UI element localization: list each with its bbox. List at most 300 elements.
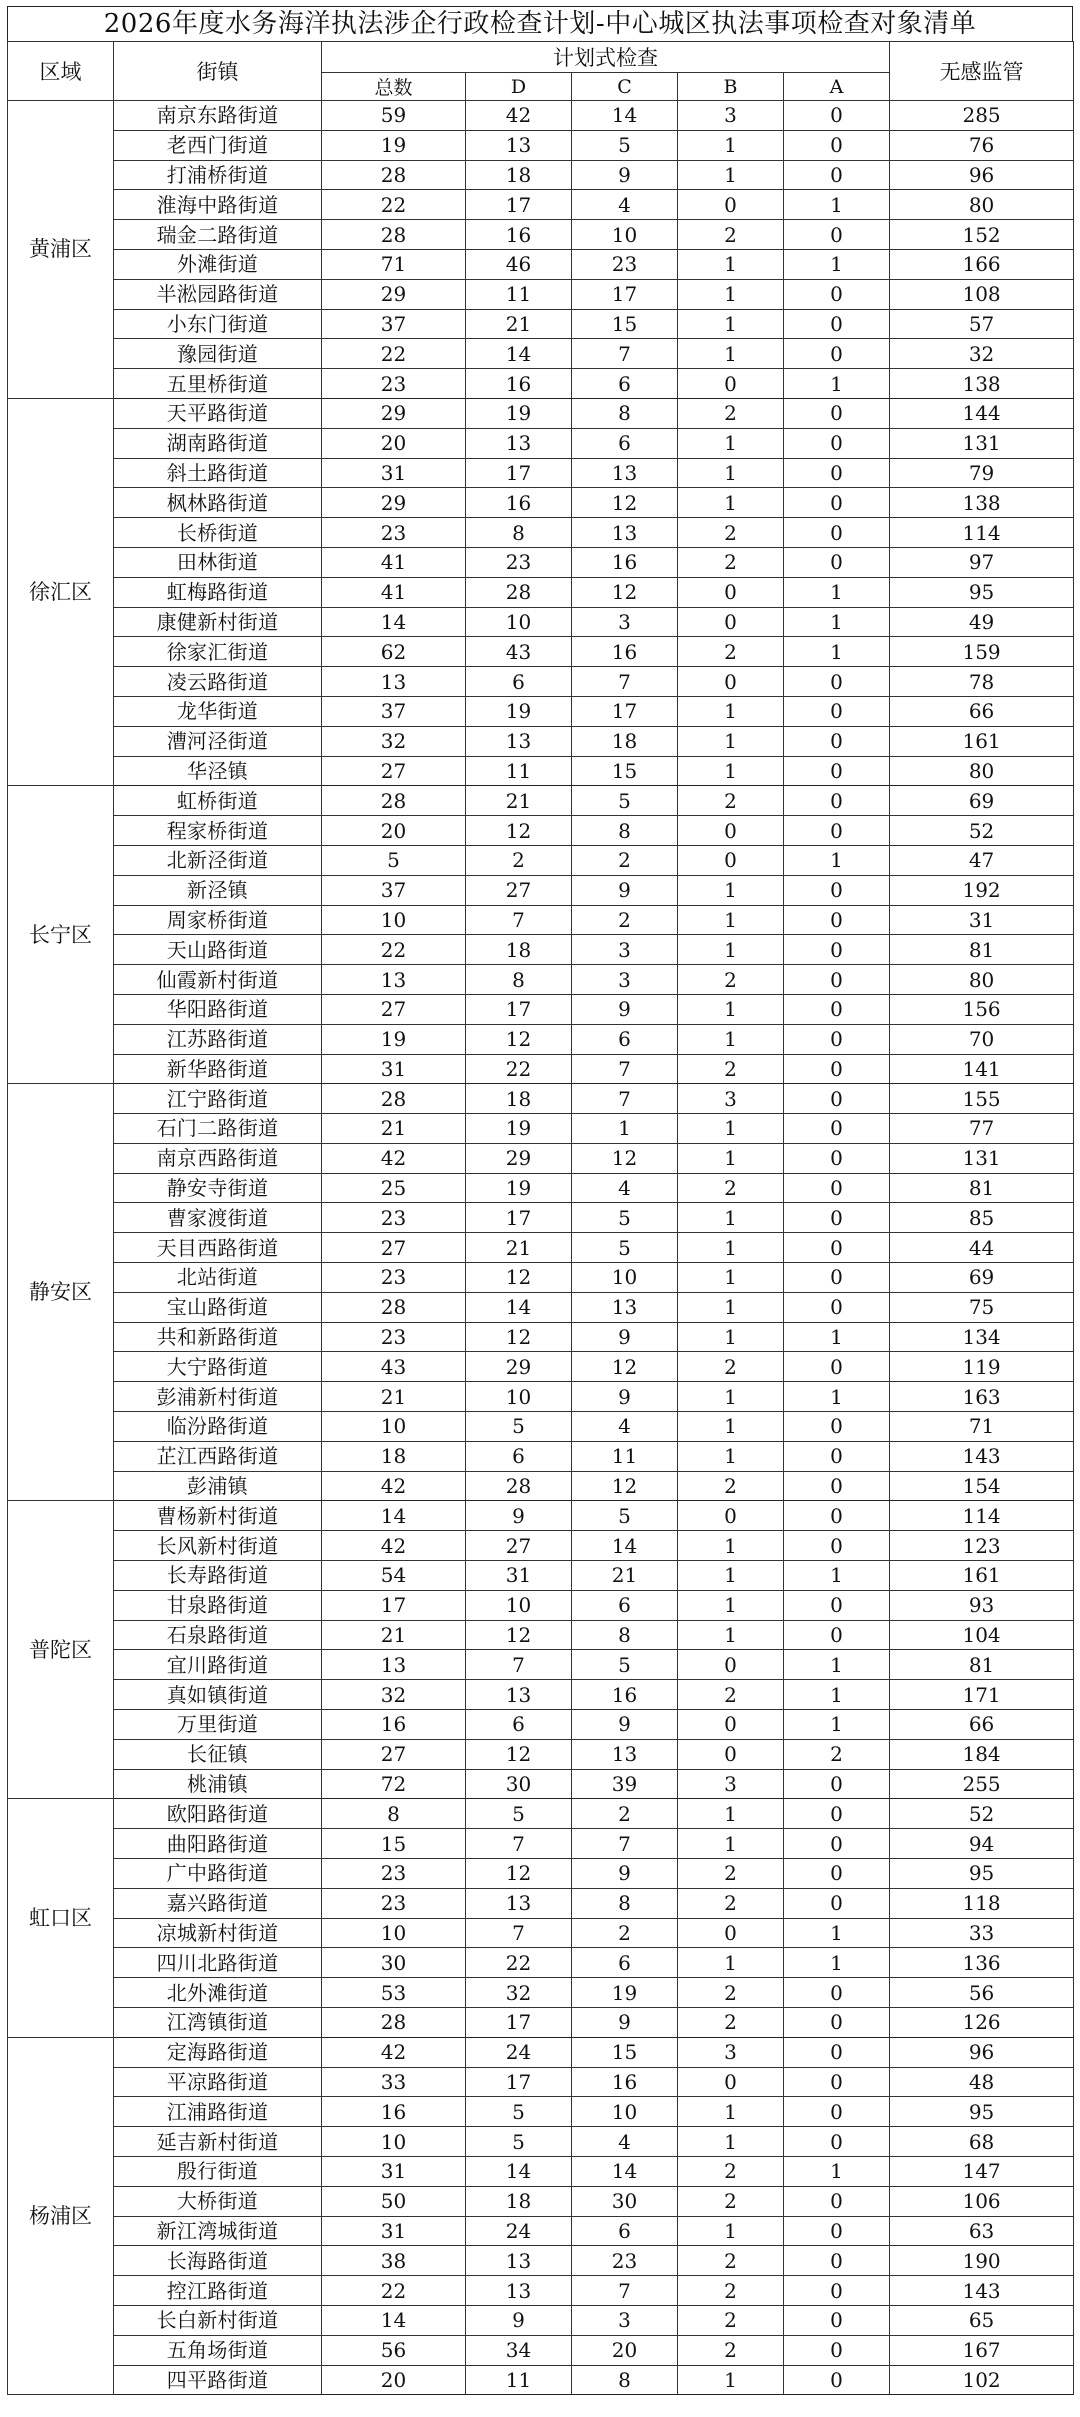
cell-level-b: 1 (678, 2365, 784, 2395)
cell-level-b: 2 (678, 1352, 784, 1382)
cell-level-d: 43 (466, 637, 572, 667)
cell-level-a: 0 (784, 101, 890, 131)
cell-total: 14 (322, 607, 466, 637)
table-row (8, 1769, 1074, 1799)
cell-level-d: 7 (466, 905, 572, 935)
cell-level-b: 2 (678, 2305, 784, 2335)
table-row (8, 756, 1074, 786)
cell-level-c: 14 (572, 2156, 678, 2186)
cell-level-b: 2 (678, 786, 784, 816)
table-row (8, 2335, 1074, 2365)
table-row (8, 965, 1074, 995)
cell-level-c: 9 (572, 875, 678, 905)
cell-level-d: 19 (466, 696, 572, 726)
cell-total: 59 (322, 101, 466, 131)
table-row (8, 1859, 1074, 1889)
table-row (8, 1412, 1074, 1442)
table-row (8, 1888, 1074, 1918)
cell-level-c: 23 (572, 249, 678, 279)
cell-level-d: 17 (466, 1203, 572, 1233)
cell-total: 23 (322, 1859, 466, 1889)
cell-level-d: 27 (466, 1531, 572, 1561)
cell-level-a: 0 (784, 309, 890, 339)
cell-level-a: 0 (784, 339, 890, 369)
cell-nonintrusive: 123 (890, 1531, 1074, 1561)
cell-total: 15 (322, 1829, 466, 1859)
table-row (8, 1948, 1074, 1978)
cell-level-d: 13 (466, 1888, 572, 1918)
cell-level-c: 14 (572, 101, 678, 131)
cell-level-c: 16 (572, 637, 678, 667)
cell-nonintrusive: 126 (890, 2008, 1074, 2038)
cell-level-a: 0 (784, 1590, 890, 1620)
cell-level-d: 16 (466, 220, 572, 250)
cell-street: 康健新村街道 (114, 607, 322, 637)
cell-level-a: 1 (784, 1710, 890, 1740)
cell-total: 42 (322, 1531, 466, 1561)
cell-street: 程家桥街道 (114, 816, 322, 846)
cell-street: 大桥街道 (114, 2186, 322, 2216)
cell-street: 真如镇街道 (114, 1680, 322, 1710)
cell-level-d: 13 (466, 726, 572, 756)
cell-total: 72 (322, 1769, 466, 1799)
cell-level-d: 11 (466, 2365, 572, 2395)
cell-total: 42 (322, 2037, 466, 2067)
cell-level-d: 5 (466, 2127, 572, 2157)
cell-level-d: 12 (466, 816, 572, 846)
cell-total: 19 (322, 130, 466, 160)
table-row (8, 1173, 1074, 1203)
cell-street: 新江湾城街道 (114, 2216, 322, 2246)
table-row (8, 667, 1074, 697)
cell-total: 23 (322, 1888, 466, 1918)
cell-level-a: 1 (784, 1382, 890, 1412)
cell-level-a: 0 (784, 488, 890, 518)
cell-level-d: 17 (466, 994, 572, 1024)
cell-level-d: 18 (466, 2186, 572, 2216)
table-row (8, 547, 1074, 577)
table-row (8, 1471, 1074, 1501)
cell-street: 延吉新村街道 (114, 2127, 322, 2157)
cell-street: 宝山路街道 (114, 1292, 322, 1322)
cell-level-a: 1 (784, 1948, 890, 1978)
cell-total: 16 (322, 1710, 466, 1740)
cell-level-b: 2 (678, 2335, 784, 2365)
cell-total: 31 (322, 1054, 466, 1084)
cell-level-a: 0 (784, 935, 890, 965)
cell-nonintrusive: 70 (890, 1024, 1074, 1054)
cell-level-d: 28 (466, 1471, 572, 1501)
cell-street: 甘泉路街道 (114, 1590, 322, 1620)
cell-level-b: 2 (678, 2008, 784, 2038)
cell-level-d: 19 (466, 1114, 572, 1144)
district-cell: 杨浦区 (8, 2037, 114, 2395)
cell-street: 彭浦新村街道 (114, 1382, 322, 1412)
district-cell: 长宁区 (8, 786, 114, 1084)
cell-total: 28 (322, 1292, 466, 1322)
cell-level-d: 17 (466, 2008, 572, 2038)
district-cell: 虹口区 (8, 1799, 114, 2037)
cell-total: 37 (322, 696, 466, 726)
cell-level-d: 14 (466, 339, 572, 369)
cell-nonintrusive: 152 (890, 220, 1074, 250)
cell-street: 嘉兴路街道 (114, 1888, 322, 1918)
table-row (8, 2097, 1074, 2127)
cell-level-d: 34 (466, 2335, 572, 2365)
cell-level-d: 31 (466, 1561, 572, 1591)
cell-level-b: 1 (678, 279, 784, 309)
cell-street: 半淞园路街道 (114, 279, 322, 309)
cell-level-d: 24 (466, 2037, 572, 2067)
cell-total: 50 (322, 2186, 466, 2216)
cell-level-d: 11 (466, 279, 572, 309)
table-row (8, 1501, 1074, 1531)
inspection-table (7, 41, 1074, 2395)
cell-nonintrusive: 57 (890, 309, 1074, 339)
cell-nonintrusive: 75 (890, 1292, 1074, 1322)
cell-street: 豫园街道 (114, 339, 322, 369)
cell-level-b: 1 (678, 458, 784, 488)
cell-street: 芷江西路街道 (114, 1441, 322, 1471)
cell-street: 老西门街道 (114, 130, 322, 160)
cell-level-b: 1 (678, 1322, 784, 1352)
table-row (8, 130, 1074, 160)
table-row (8, 577, 1074, 607)
cell-level-b: 2 (678, 1978, 784, 2008)
cell-level-d: 24 (466, 2216, 572, 2246)
cell-total: 37 (322, 875, 466, 905)
cell-nonintrusive: 69 (890, 1263, 1074, 1293)
cell-level-c: 12 (572, 577, 678, 607)
cell-level-b: 0 (678, 845, 784, 875)
table-row (8, 607, 1074, 637)
table-row (8, 1054, 1074, 1084)
cell-level-c: 18 (572, 726, 678, 756)
table-row (8, 220, 1074, 250)
cell-level-c: 8 (572, 398, 678, 428)
cell-nonintrusive: 80 (890, 756, 1074, 786)
cell-level-a: 0 (784, 1233, 890, 1263)
table-row (8, 816, 1074, 846)
cell-nonintrusive: 65 (890, 2305, 1074, 2335)
table-row (8, 2037, 1074, 2067)
cell-level-a: 1 (784, 637, 890, 667)
cell-level-a: 0 (784, 875, 890, 905)
cell-level-a: 0 (784, 1620, 890, 1650)
cell-level-d: 13 (466, 130, 572, 160)
cell-nonintrusive: 102 (890, 2365, 1074, 2395)
cell-street: 北新泾街道 (114, 845, 322, 875)
cell-nonintrusive: 131 (890, 1143, 1074, 1173)
cell-street: 曹家渡街道 (114, 1203, 322, 1233)
cell-level-b: 2 (678, 547, 784, 577)
inspection-sheet (7, 6, 1073, 2395)
table-row (8, 339, 1074, 369)
cell-level-a: 0 (784, 1263, 890, 1293)
cell-level-a: 0 (784, 1143, 890, 1173)
cell-level-b: 1 (678, 1203, 784, 1233)
table-row (8, 2067, 1074, 2097)
cell-street: 龙华街道 (114, 696, 322, 726)
cell-level-a: 0 (784, 1441, 890, 1471)
cell-level-b: 2 (678, 2156, 784, 2186)
cell-nonintrusive: 147 (890, 2156, 1074, 2186)
cell-level-a: 1 (784, 190, 890, 220)
cell-nonintrusive: 190 (890, 2246, 1074, 2276)
cell-level-b: 0 (678, 1650, 784, 1680)
cell-level-c: 9 (572, 1859, 678, 1889)
header-total: 总数 (322, 73, 466, 101)
cell-level-c: 9 (572, 1322, 678, 1352)
table-row (8, 994, 1074, 1024)
cell-level-c: 2 (572, 905, 678, 935)
cell-level-a: 1 (784, 607, 890, 637)
cell-level-c: 7 (572, 2276, 678, 2306)
cell-level-a: 0 (784, 1799, 890, 1829)
table-row (8, 875, 1074, 905)
cell-level-d: 9 (466, 1501, 572, 1531)
cell-level-d: 7 (466, 1650, 572, 1680)
cell-level-d: 23 (466, 547, 572, 577)
cell-total: 31 (322, 2216, 466, 2246)
cell-nonintrusive: 66 (890, 696, 1074, 726)
cell-nonintrusive: 141 (890, 1054, 1074, 1084)
district-cell: 黄浦区 (8, 101, 114, 399)
cell-level-b: 1 (678, 1024, 784, 1054)
cell-level-c: 19 (572, 1978, 678, 2008)
cell-level-a: 0 (784, 905, 890, 935)
cell-level-a: 0 (784, 726, 890, 756)
cell-level-a: 0 (784, 130, 890, 160)
table-row (8, 2216, 1074, 2246)
cell-level-d: 10 (466, 607, 572, 637)
cell-level-d: 46 (466, 249, 572, 279)
cell-nonintrusive: 71 (890, 1412, 1074, 1442)
cell-total: 56 (322, 2335, 466, 2365)
table-row (8, 1203, 1074, 1233)
table-row (8, 458, 1074, 488)
cell-level-d: 10 (466, 1382, 572, 1412)
cell-nonintrusive: 154 (890, 1471, 1074, 1501)
cell-level-b: 1 (678, 1799, 784, 1829)
cell-street: 南京西路街道 (114, 1143, 322, 1173)
cell-level-a: 0 (784, 2216, 890, 2246)
cell-level-a: 0 (784, 2067, 890, 2097)
header-district: 区域 (8, 42, 114, 101)
cell-level-d: 17 (466, 190, 572, 220)
cell-total: 23 (322, 518, 466, 548)
cell-level-b: 1 (678, 130, 784, 160)
cell-street: 漕河泾街道 (114, 726, 322, 756)
sheet-title: 2026年度水务海洋执法涉企行政检查计划-中心城区执法事项检查对象清单 (7, 6, 1073, 41)
cell-level-d: 19 (466, 398, 572, 428)
cell-street: 江浦路街道 (114, 2097, 322, 2127)
table-row (8, 488, 1074, 518)
cell-total: 19 (322, 1024, 466, 1054)
cell-level-c: 11 (572, 1441, 678, 1471)
cell-level-b: 0 (678, 816, 784, 846)
cell-level-c: 6 (572, 428, 678, 458)
cell-street: 天目西路街道 (114, 1233, 322, 1263)
cell-level-c: 6 (572, 369, 678, 399)
cell-street: 湖南路街道 (114, 428, 322, 458)
cell-level-c: 5 (572, 1233, 678, 1263)
cell-level-a: 1 (784, 577, 890, 607)
cell-street: 长寿路街道 (114, 1561, 322, 1591)
cell-level-a: 0 (784, 2097, 890, 2127)
cell-level-a: 0 (784, 1084, 890, 1114)
cell-level-a: 0 (784, 220, 890, 250)
table-row (8, 2365, 1074, 2395)
cell-total: 23 (322, 369, 466, 399)
table-row (8, 905, 1074, 935)
cell-street: 新华路街道 (114, 1054, 322, 1084)
cell-level-b: 1 (678, 1263, 784, 1293)
cell-total: 21 (322, 1382, 466, 1412)
cell-level-d: 8 (466, 965, 572, 995)
cell-street: 斜土路街道 (114, 458, 322, 488)
cell-nonintrusive: 138 (890, 488, 1074, 518)
cell-total: 62 (322, 637, 466, 667)
table-row (8, 1590, 1074, 1620)
cell-nonintrusive: 166 (890, 249, 1074, 279)
cell-nonintrusive: 31 (890, 905, 1074, 935)
cell-level-b: 1 (678, 2127, 784, 2157)
cell-total: 10 (322, 1412, 466, 1442)
cell-level-c: 5 (572, 1501, 678, 1531)
table-row (8, 2305, 1074, 2335)
cell-level-c: 17 (572, 696, 678, 726)
cell-level-d: 9 (466, 2305, 572, 2335)
cell-nonintrusive: 56 (890, 1978, 1074, 2008)
cell-level-a: 0 (784, 1888, 890, 1918)
cell-level-c: 12 (572, 1471, 678, 1501)
cell-street: 北外滩街道 (114, 1978, 322, 2008)
cell-level-c: 21 (572, 1561, 678, 1591)
cell-street: 虹梅路街道 (114, 577, 322, 607)
cell-street: 长征镇 (114, 1739, 322, 1769)
cell-level-b: 2 (678, 220, 784, 250)
cell-level-d: 22 (466, 1948, 572, 1978)
cell-nonintrusive: 143 (890, 2276, 1074, 2306)
cell-level-a: 0 (784, 1352, 890, 1382)
table-header (8, 42, 1074, 101)
cell-nonintrusive: 77 (890, 1114, 1074, 1144)
cell-level-b: 2 (678, 637, 784, 667)
cell-total: 22 (322, 2276, 466, 2306)
cell-level-a: 0 (784, 1769, 890, 1799)
cell-level-b: 1 (678, 935, 784, 965)
cell-level-b: 1 (678, 1441, 784, 1471)
cell-nonintrusive: 171 (890, 1680, 1074, 1710)
cell-total: 29 (322, 398, 466, 428)
cell-street: 五里桥街道 (114, 369, 322, 399)
cell-total: 10 (322, 2127, 466, 2157)
cell-level-c: 7 (572, 667, 678, 697)
cell-street: 静安寺街道 (114, 1173, 322, 1203)
cell-total: 22 (322, 190, 466, 220)
cell-total: 22 (322, 339, 466, 369)
cell-nonintrusive: 80 (890, 965, 1074, 995)
cell-level-a: 0 (784, 458, 890, 488)
cell-level-b: 1 (678, 309, 784, 339)
cell-total: 23 (322, 1263, 466, 1293)
district-cell: 徐汇区 (8, 398, 114, 785)
cell-street: 江宁路街道 (114, 1084, 322, 1114)
cell-street: 小东门街道 (114, 309, 322, 339)
cell-level-b: 2 (678, 1471, 784, 1501)
cell-level-b: 1 (678, 2216, 784, 2246)
cell-level-c: 3 (572, 2305, 678, 2335)
cell-level-a: 0 (784, 428, 890, 458)
cell-level-a: 0 (784, 696, 890, 726)
cell-level-a: 0 (784, 1114, 890, 1144)
cell-nonintrusive: 118 (890, 1888, 1074, 1918)
cell-level-c: 4 (572, 190, 678, 220)
table-row (8, 1233, 1074, 1263)
table-row (8, 369, 1074, 399)
cell-street: 仙霞新村街道 (114, 965, 322, 995)
cell-level-c: 15 (572, 756, 678, 786)
cell-nonintrusive: 184 (890, 1739, 1074, 1769)
cell-nonintrusive: 33 (890, 1918, 1074, 1948)
cell-level-a: 1 (784, 1322, 890, 1352)
cell-street: 广中路街道 (114, 1859, 322, 1889)
cell-nonintrusive: 48 (890, 2067, 1074, 2097)
cell-nonintrusive: 161 (890, 726, 1074, 756)
cell-total: 28 (322, 220, 466, 250)
cell-level-b: 3 (678, 101, 784, 131)
cell-level-a: 0 (784, 786, 890, 816)
cell-total: 41 (322, 577, 466, 607)
cell-level-c: 8 (572, 1888, 678, 1918)
cell-level-c: 5 (572, 786, 678, 816)
cell-street: 江湾镇街道 (114, 2008, 322, 2038)
cell-level-c: 2 (572, 1799, 678, 1829)
table-row (8, 1024, 1074, 1054)
cell-level-a: 0 (784, 1054, 890, 1084)
cell-level-c: 15 (572, 309, 678, 339)
cell-total: 20 (322, 816, 466, 846)
cell-total: 25 (322, 1173, 466, 1203)
header-level-c: C (572, 73, 678, 101)
cell-nonintrusive: 97 (890, 547, 1074, 577)
cell-level-c: 6 (572, 2216, 678, 2246)
cell-nonintrusive: 159 (890, 637, 1074, 667)
table-row (8, 1263, 1074, 1293)
cell-level-b: 2 (678, 1680, 784, 1710)
cell-level-b: 2 (678, 1888, 784, 1918)
cell-level-b: 1 (678, 428, 784, 458)
cell-total: 28 (322, 1084, 466, 1114)
cell-street: 周家桥街道 (114, 905, 322, 935)
cell-level-c: 12 (572, 488, 678, 518)
cell-street: 虹桥街道 (114, 786, 322, 816)
cell-total: 21 (322, 1620, 466, 1650)
cell-level-b: 1 (678, 1620, 784, 1650)
cell-nonintrusive: 155 (890, 1084, 1074, 1114)
table-row (8, 1978, 1074, 2008)
header-level-b: B (678, 73, 784, 101)
table-row (8, 786, 1074, 816)
cell-level-c: 13 (572, 458, 678, 488)
cell-nonintrusive: 114 (890, 518, 1074, 548)
cell-total: 43 (322, 1352, 466, 1382)
cell-level-b: 1 (678, 905, 784, 935)
table-row (8, 1561, 1074, 1591)
header-level-d: D (466, 73, 572, 101)
cell-level-c: 9 (572, 1710, 678, 1740)
